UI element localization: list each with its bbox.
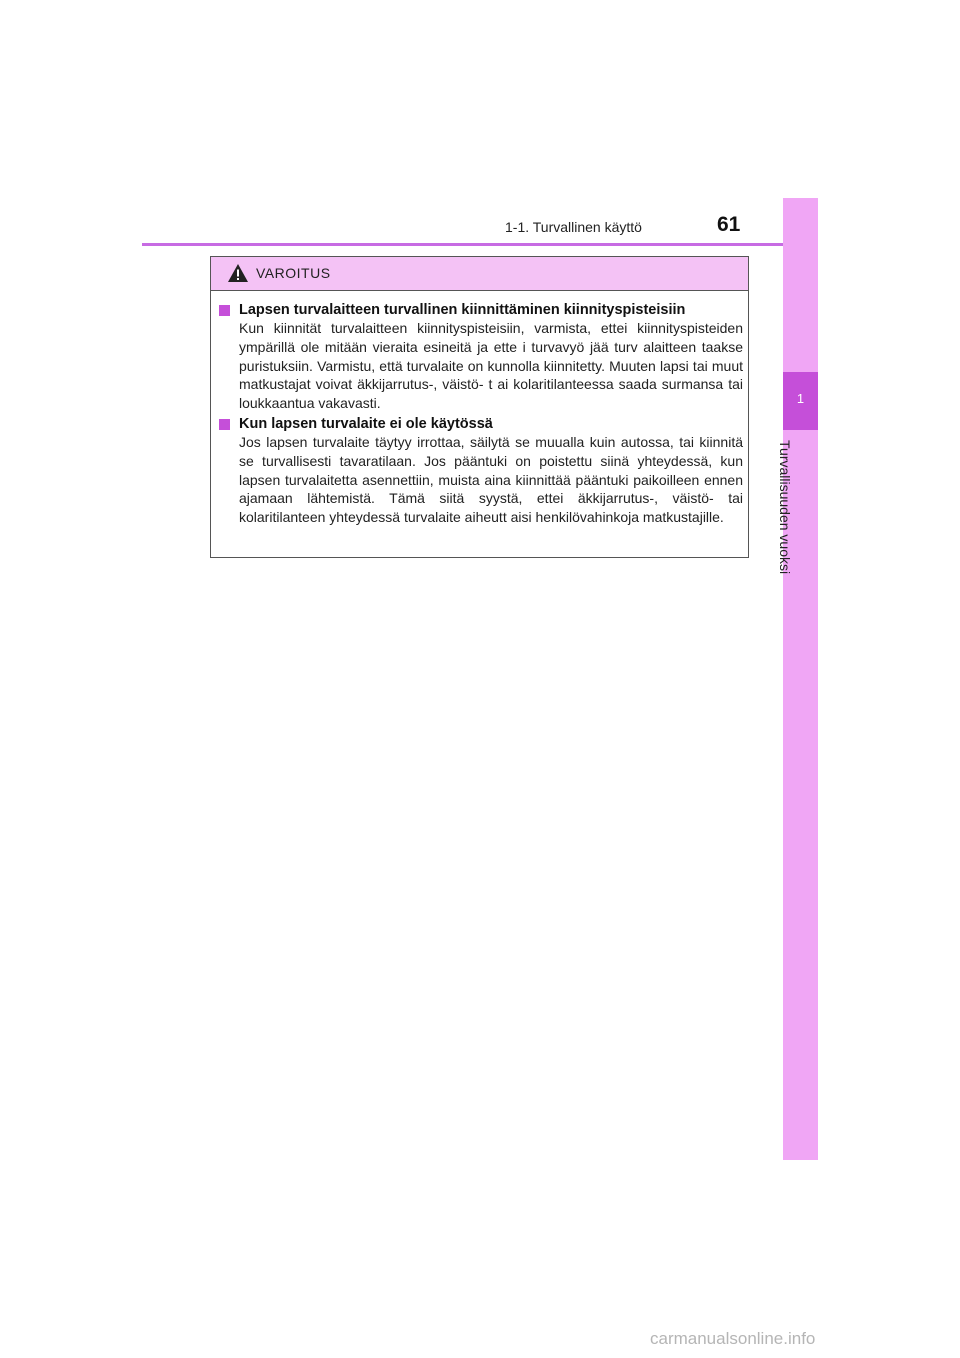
chapter-side-tab	[783, 198, 818, 1160]
section-title: 1-1. Turvallinen käyttö	[505, 219, 642, 235]
chapter-label: Turvallisuuden vuoksi	[777, 440, 793, 575]
warning-header	[211, 257, 748, 291]
warning-section-anchoring	[219, 301, 743, 413]
warning-title: VAROITUS	[256, 265, 331, 281]
section-heading: Lapsen turvalaitteen turvallinen kiinnittäminen kiinnityspisteisiin	[219, 301, 743, 319]
square-bullet-icon	[219, 305, 230, 316]
section-body: Jos lapsen turvalaite täytyy irrottaa, säilytä se muualla kuin autossa, tai kiinnitä se turvallisesti tavaratilaan. Jos pääntuki on poistettu siinä yhteydessä, kun lapsen turvalaitetta asennettiin, muista aina kiinnittää pääntuki paikoilleen ennen ajamaan lähtemistä. Tämä siitä syystä, ettei äkkijarrutus-, väistö- tai kolaritilanteen yhteydessä turvalaite aiheutt aisi henkilövahinkoja matkustajille.	[239, 434, 743, 526]
warning-section-storage	[219, 415, 743, 527]
header-divider	[142, 243, 818, 246]
warning-triangle-icon	[227, 263, 249, 283]
page-number: 61	[717, 213, 741, 236]
square-bullet-icon	[219, 419, 230, 430]
watermark: carmanualsonline.info	[650, 1329, 816, 1348]
chapter-number: 1	[796, 391, 805, 406]
section-body: Kun kiinnität turvalaitteen kiinnityspisteisiin, varmista, ettei kiinnityspisteiden ympärillä ole mitään vieraita esineitä ja ette i turvavyö jää turv alaitteen taakse puristuksiin. Varmistu, että turvalaite on kunnolla kiinnitetty. Muuten lapsi tai muut matkustajat voivat äkkijarrutus-, väistö- t ai kolaritilanteessa saada surmansa tai loukkaantua vakavasti.	[239, 320, 743, 412]
section-heading: Kun lapsen turvalaite ei ole käytössä	[219, 415, 743, 433]
warning-box	[210, 256, 749, 558]
